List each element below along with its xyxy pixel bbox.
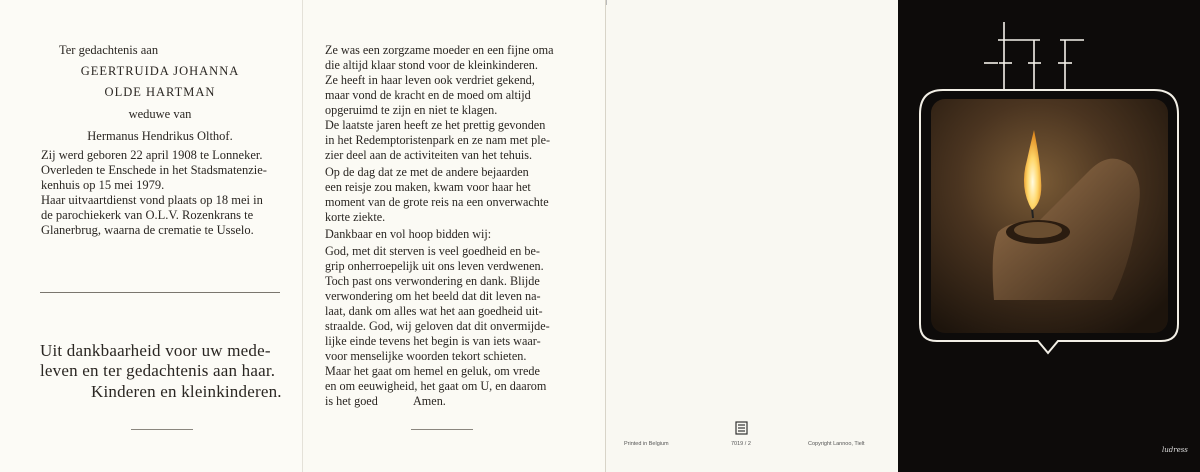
bio-line: Haar uitvaartdienst vond plaats op 18 mei in [41, 193, 263, 207]
divider-line [40, 292, 280, 293]
poem-line: moment van de grote reis na een onverwachte [325, 195, 549, 209]
bio-line: de parochiekerk van O.L.V. Rozenkrans te [41, 208, 254, 222]
prayer-line: en om eeuwigheid, het gaat om U, en daarom [325, 379, 547, 393]
poem-line: zier deel aan de activiteiten van het tehuis. [325, 148, 533, 162]
copyright-text: Copyright Lannoo, Tielt [808, 441, 865, 447]
bio-line: Glanerbrug, waarna de crematie te Usselo. [41, 223, 254, 237]
poem-line: in het Redemptoristenpark en ze nam met ple- [325, 133, 551, 147]
prayer-line: grip onherroepelijk uit ons leven verdwenen. [325, 259, 544, 273]
prayer-heading: Dankbaar en vol hoop bidden wij: [325, 227, 492, 241]
thanks-line: Uit dankbaarheid voor uw mede- [40, 341, 271, 360]
prayer-amen: Amen. [413, 394, 446, 408]
publisher-logo-icon [735, 421, 748, 435]
prayer-line: voor menselijke woorden tekort schieten. [325, 349, 527, 363]
poem-line: maar vond de kracht en de moed om altijd [325, 88, 531, 102]
short-divider [131, 429, 193, 430]
prayer-line: Maar het gaat om hemel en geluk, om vrede [325, 364, 540, 378]
printed-in-text: Printed in Belgium [624, 441, 669, 447]
poem-line: Ze heeft in haar leven ook verdriet gekend, [325, 73, 535, 87]
prayer-line: lijke einde tevens het begin is van iets waar- [325, 334, 541, 348]
poem-line: De laatste jaren heeft ze het prettig gevonden [325, 118, 546, 132]
in-memory-heading: Ter gedachtenis aan [59, 43, 159, 57]
poem-line: een reisje zou maken, kwam voor haar het [325, 180, 531, 194]
bio-line: kenhuis op 15 mei 1979. [41, 178, 165, 192]
crop-mark [606, 0, 607, 5]
prayer-line: Toch past ons verwondering en dank. Blijde [325, 274, 540, 288]
cover-signature: ludress [1162, 446, 1188, 454]
deceased-name-line1: GEERTRUIDA JOHANNA [80, 64, 240, 78]
bio-line: Zij werd geboren 22 april 1908 te Lonneker. [41, 148, 263, 162]
poem-line: die altijd klaar stond voor de kleinkinderen. [325, 58, 538, 72]
prayer-line: verwondering om het beeld dat dit leven na- [325, 289, 541, 303]
poem-line: opgeruimd te zijn en niet te klagen. [325, 103, 498, 117]
husband-name: Hermanus Hendrikus Olthof. [87, 129, 233, 143]
family-signature: Kinderen en kleinkinderen. [91, 382, 282, 401]
prayer-last-line-start: is het goed [325, 394, 378, 408]
back-page [606, 0, 898, 472]
prayer-line: straalde. God, wij geloven dat dit onvermijde- [325, 319, 550, 333]
poem-line: Ze was een zorgzame moeder en een fijne oma [325, 43, 554, 57]
prayer-line: laat, dank om alles wat het aan goedheid uit- [325, 304, 543, 318]
cover-artwork [898, 0, 1200, 472]
short-divider [411, 429, 473, 430]
widow-of-text: weduwe van [128, 107, 192, 121]
poem-line: Op de dag dat ze met de andere bejaarden [325, 165, 529, 179]
deceased-name-line2: OLDE HARTMAN [104, 85, 216, 99]
print-code-text: 7019 / 2 [731, 441, 751, 447]
bio-line: Overleden te Enschede in het Stadsmatenzie- [41, 163, 267, 177]
poem-line: korte ziekte. [325, 210, 386, 224]
three-crosses-icon [984, 22, 1084, 90]
thanks-line: leven en ter gedachtenis aan haar. [40, 361, 276, 380]
prayer-line: God, met dit sterven is veel goedheid en be- [325, 244, 540, 258]
